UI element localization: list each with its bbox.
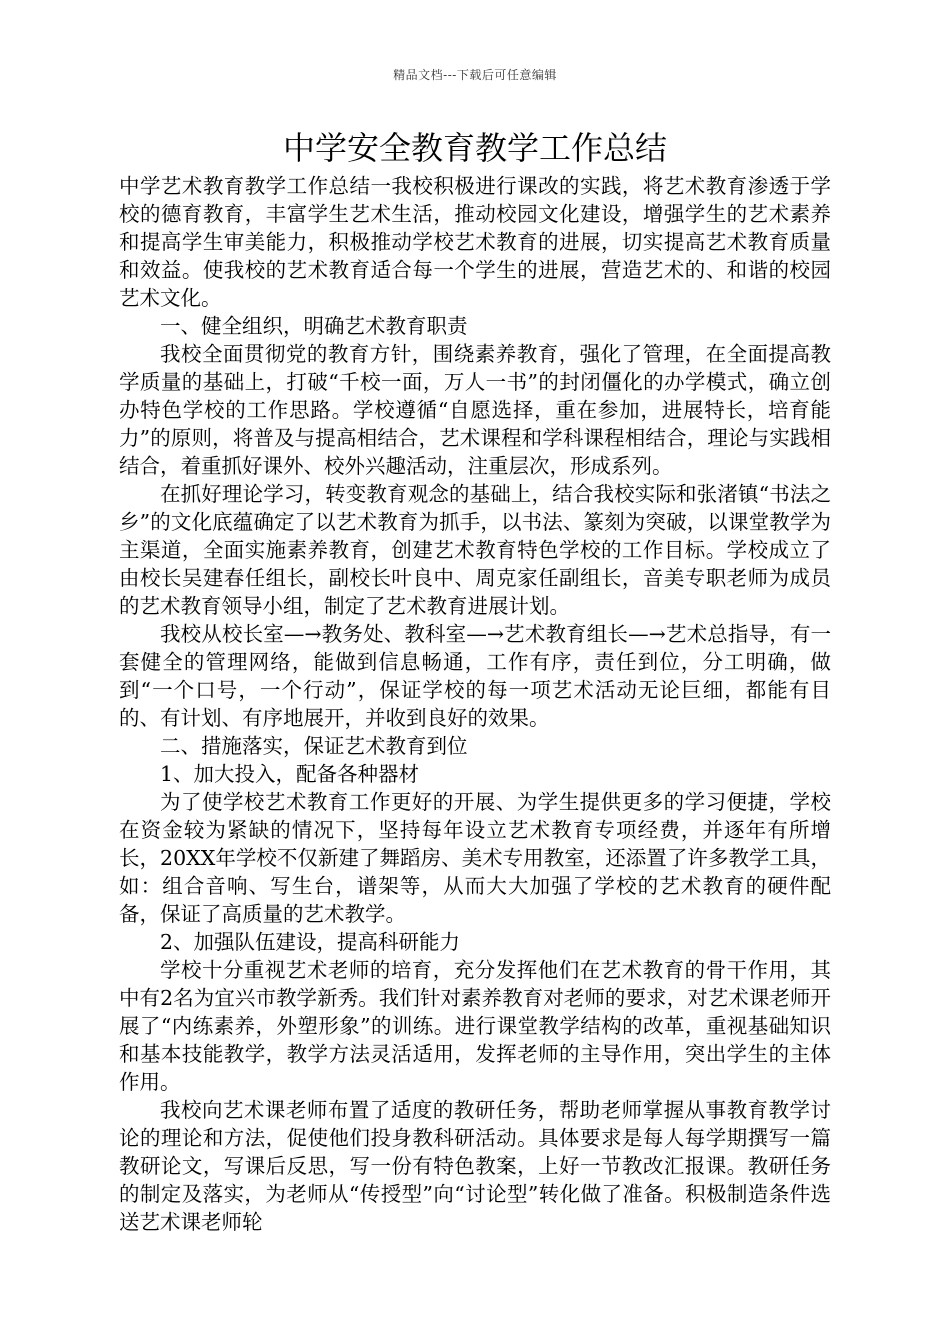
paragraph: 在抓好理论学习，转变教育观念的基础上，结合我校实际和张渚镇“书法之乡”的文化底蕴确定了以艺术教育为抓手，以书法、篆刻为突破，以课堂教学为主渠道，全面实施素养教育，创建艺术教育特色学校的工作目标。学校成立了由校长吴建春任组长，副校长叶良中、周克家任副组长，音美专职老师为成员的艺术教育领导小组，制定了艺术教育进展计划。 bbox=[119, 482, 831, 618]
paragraph: 中学艺术教育教学工作总结一我校积极进行课改的实践，将艺术教育渗透于学校的德育教育，丰富学生艺术生活，推动校园文化建设，增强学生的艺术素养和提高学生审美能力，积极推动学校艺术教育的进展，切实提高艺术教育质量和效益。使我校的艺术教育适合每一个学生的进展，营造艺术的、和谐的校园艺术文化。 bbox=[119, 174, 831, 310]
paragraph: 我校向艺术课老师布置了适度的教研任务，帮助老师掌握从事教育教学讨论的理论和方法，促使他们投身教科研活动。具体要求是每人每学期撰写一篇教研论文，写课后反思，写一份有特色教案，上好一节教改汇报课。教研任务的制定及落实，为老师从“传授型”向“讨论型”转化做了准备。积极制造条件选送艺术课老师轮 bbox=[119, 1098, 831, 1234]
section-heading: 一、健全组织，明确艺术教育职责 bbox=[160, 314, 468, 338]
subsection-heading: 2、加强队伍建设，提高科研能力 bbox=[160, 930, 461, 954]
header-note: 精品文档---下载后可任意编辑 bbox=[393, 68, 557, 82]
paragraph: 为了使学校艺术教育工作更好的开展、为学生提供更多的学习便捷，学校在资金较为紧缺的情况下，坚持每年设立艺术教育专项经费，并逐年有所增长，20XX年学校不仅新建了舞蹈房、美术专用教室，还添置了许多教学工具，如：组合音响、写生台，谱架等，从而大大加强了学校的艺术教育的硬件配备，保证了高质量的艺术教学。 bbox=[119, 790, 831, 926]
paragraph: 我校从校长室—→教务处、教科室—→艺术教育组长—→艺术总指导，有一套健全的管理网络，能做到信息畅通，工作有序，责任到位，分工明确，做到“一个口号，一个行动”，保证学校的每一项艺术活动无论巨细，都能有目的、有计划、有序地展开，并收到良好的效果。 bbox=[119, 622, 831, 730]
section-heading: 二、措施落实，保证艺术教育到位 bbox=[160, 734, 468, 758]
paragraph: 学校十分重视艺术老师的培育，充分发挥他们在艺术教育的骨干作用，其中有2名为宜兴市教学新秀。我们针对素养教育对老师的要求，对艺术课老师开展了“内练素养，外塑形象”的训练。进行课堂教学结构的改革，重视基础知识和基本技能教学，教学方法灵活适用，发挥老师的主导作用，突出学生的主体作用。 bbox=[119, 958, 831, 1094]
paragraph: 我校全面贯彻党的教育方针，围绕素养教育，强化了管理，在全面提高教学质量的基础上，打破“千校一面，万人一书”的封闭僵化的办学模式，确立创办特色学校的工作思路。学校遵循“自愿选择，重在参加，进展特长，培育能力”的原则，将普及与提高相结合，艺术课程和学科课程相结合，理论与实践相结合，着重抓好课外、校外兴趣活动，注重层次，形成系列。 bbox=[119, 342, 831, 478]
document-body bbox=[119, 172, 831, 1236]
document-title: 中学安全教育教学工作总结 bbox=[282, 129, 667, 167]
subsection-heading: 1、加大投入，配备各种器材 bbox=[160, 762, 420, 786]
